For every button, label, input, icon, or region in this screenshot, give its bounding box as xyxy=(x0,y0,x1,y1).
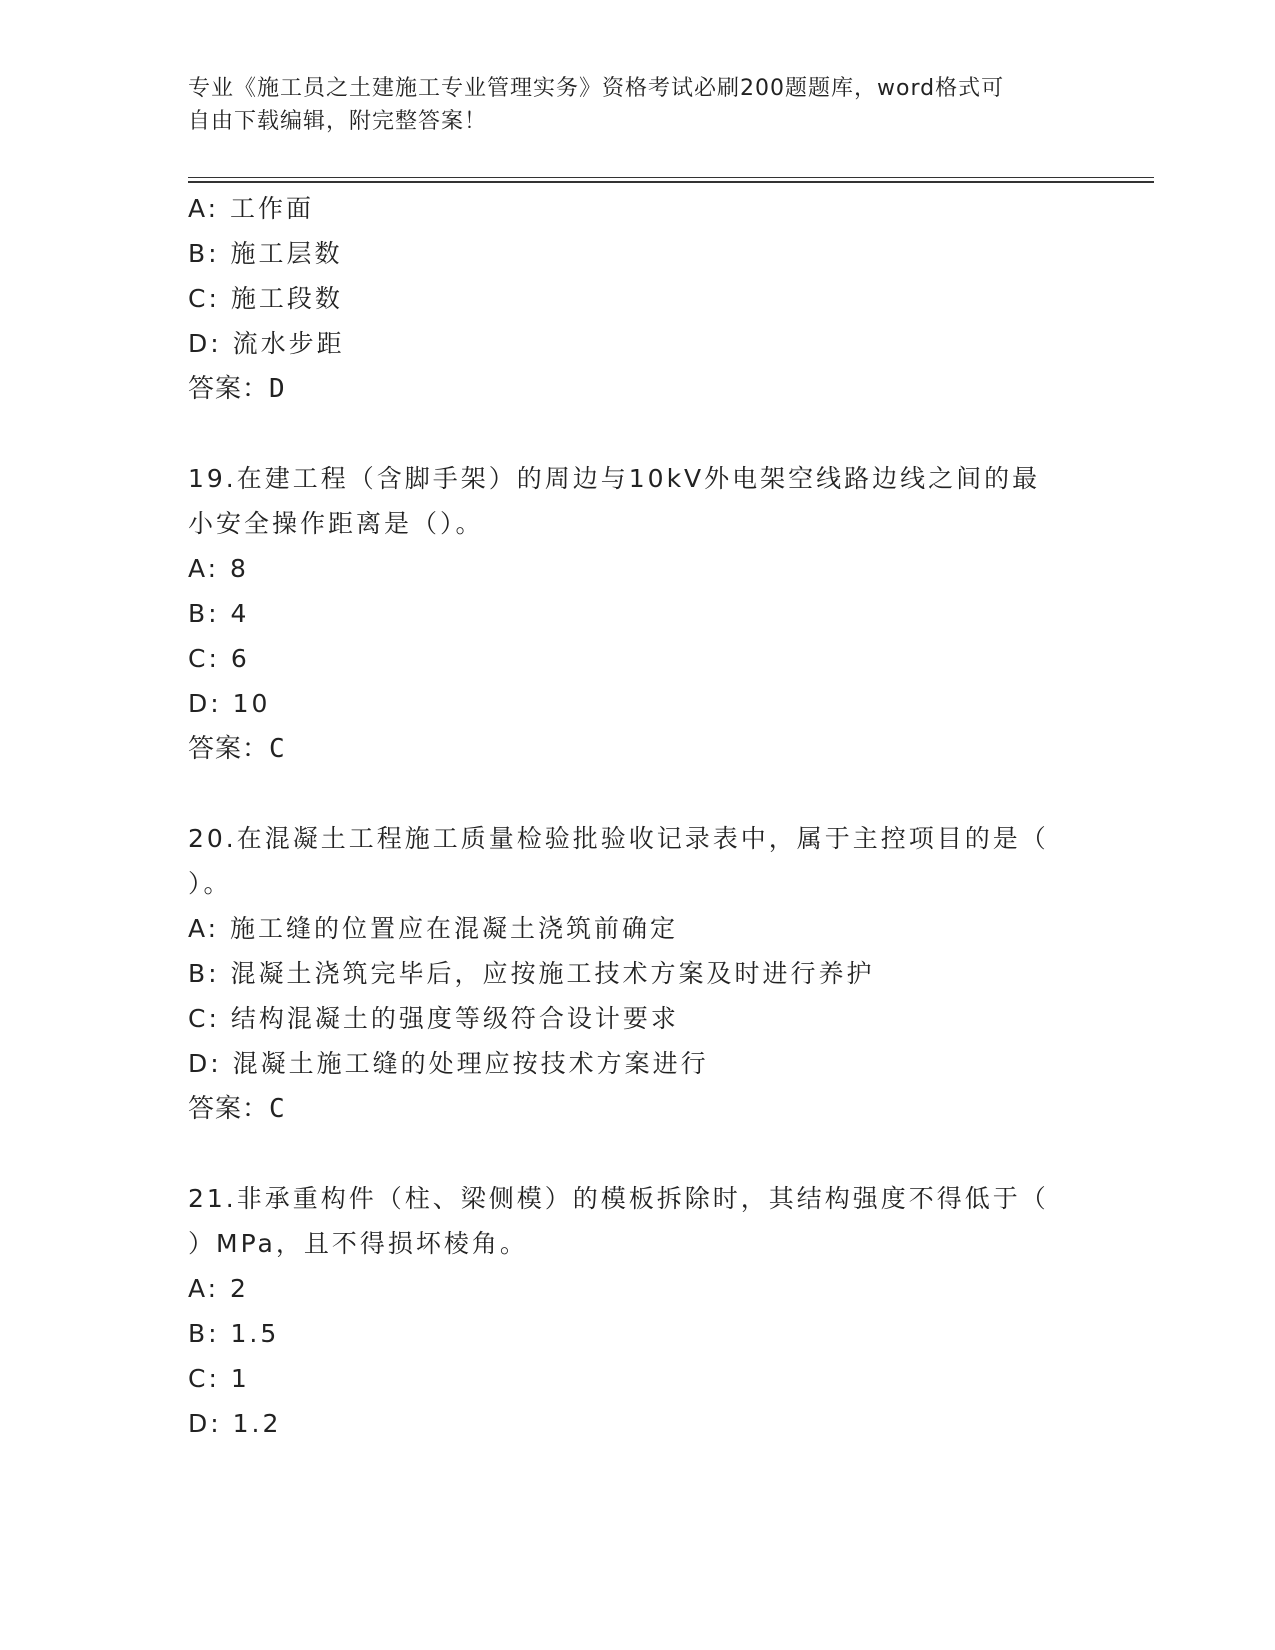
q19-option-a: A: 8 xyxy=(188,554,249,583)
q19-answer xyxy=(188,726,286,772)
q20-option-c: C: 结构混凝土的强度等级符合设计要求 xyxy=(188,1004,679,1033)
q19-stem-line-1: 19.在建工程（含脚手架）的周边与10kV外电架空线路边线之间的最 xyxy=(188,464,1041,493)
header-divider-thick xyxy=(188,181,1154,183)
q20-option-a: A: 施工缝的位置应在混凝土浇筑前确定 xyxy=(188,914,679,943)
q21-stem-line-1: 21.非承重构件（柱、梁侧模）的模板拆除时，其结构强度不得低于（ xyxy=(188,1184,1049,1213)
q19-option-c: C: 6 xyxy=(188,644,250,673)
q20-answer-value: C xyxy=(269,1094,286,1124)
document-header xyxy=(188,72,1088,138)
q18-answer xyxy=(188,366,286,412)
q20-answer xyxy=(188,1086,286,1132)
header-line-1: 专业《施工员之土建施工专业管理实务》资格考试必刷200题题库，word格式可 xyxy=(188,76,1005,101)
q18-answer-label: 答案： xyxy=(188,374,270,404)
q20-option-d: D: 混凝土施工缝的处理应按技术方案进行 xyxy=(188,1049,709,1078)
q21-option-d: D: 1.2 xyxy=(188,1409,282,1438)
q18-option-b: B: 施工层数 xyxy=(188,239,343,268)
q19-stem-line-2: 小安全操作距离是（）。 xyxy=(188,509,484,538)
q18-option-c: C: 施工段数 xyxy=(188,284,343,313)
q19-answer-label: 答案： xyxy=(188,734,270,764)
q19-answer-value: C xyxy=(269,734,286,764)
q18-option-a: A: 工作面 xyxy=(188,194,315,223)
q20-option-b: B: 混凝土浇筑完毕后，应按施工技术方案及时进行养护 xyxy=(188,959,875,988)
q21-option-a: A: 2 xyxy=(188,1274,249,1303)
q21-option-c: C: 1 xyxy=(188,1364,250,1393)
q20-stem-line-2: ）。 xyxy=(188,869,232,898)
q19-option-b: B: 4 xyxy=(188,599,250,628)
q20-stem-line-1: 20.在混凝土工程施工质量检验批验收记录表中，属于主控项目的是（ xyxy=(188,824,1049,853)
q21-option-b: B: 1.5 xyxy=(188,1319,280,1348)
header-line-2: 自由下载编辑，附完整答案！ xyxy=(188,109,488,134)
header-divider-thin xyxy=(188,177,1154,178)
q21-stem-line-2: ）MPa，且不得损坏棱角。 xyxy=(188,1229,528,1258)
q19-option-d: D: 10 xyxy=(188,689,271,718)
q18-answer-value: D xyxy=(269,374,286,404)
q18-option-d: D: 流水步距 xyxy=(188,329,345,358)
q20-answer-label: 答案： xyxy=(188,1094,270,1124)
